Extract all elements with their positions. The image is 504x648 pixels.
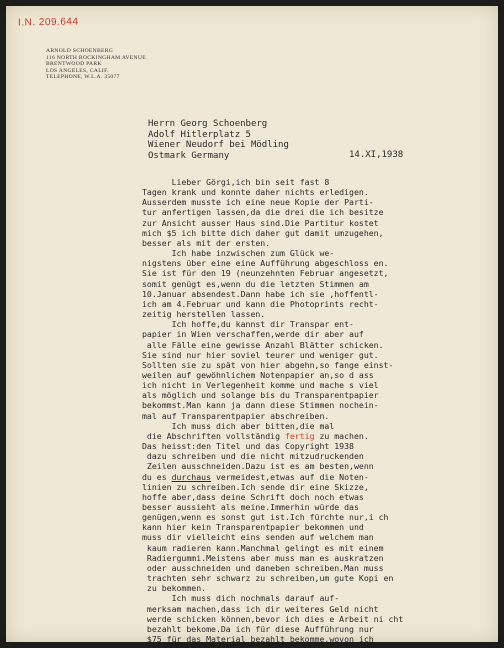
body-line: zu bekommen. bbox=[142, 583, 207, 594]
body-line: Ausserdem musste ich eine neue Kopie der Parti- bbox=[142, 197, 374, 208]
body-line: du es durchaus vermeidest,etwas auf die Noten- bbox=[142, 471, 369, 482]
body-line: mich $5 ich bitte dich daher gut damit umzugehen, bbox=[142, 227, 384, 238]
body-line: Sollten sie zu spät von hier abgehn,so fange einst- bbox=[142, 359, 394, 370]
body-line: mal auf Transparentpapier abschreiben. bbox=[142, 410, 330, 421]
body-line: nigstens über eine eine Aufführung abgeschloss en. bbox=[142, 258, 389, 269]
body-line: $75 für das Material bezahlt bekomme,wovon ich bbox=[142, 634, 374, 645]
corrected-word: fertig bbox=[284, 430, 315, 441]
body-line: genügen,wenn es sonst gut ist.Ich fürchte nur,i ch bbox=[142, 512, 389, 523]
body-line: Sie sind nur hier soviel teurer und weniger gut. bbox=[142, 349, 379, 360]
body-line: zeitig herstellen lassen. bbox=[142, 309, 266, 320]
body-line: Ich muss dich aber bitten,die mal bbox=[142, 420, 335, 431]
recipient-line: Ostmark Germany bbox=[148, 150, 230, 161]
body-line: Ich hoffe,du kannst dir Transpar ent- bbox=[142, 319, 354, 330]
letter-page bbox=[6, 6, 498, 645]
body-line: somit genügt es,wenn du die letzten Stimmen am bbox=[142, 278, 369, 289]
letter-date: 14.XI,1938 bbox=[349, 150, 404, 160]
body-line: trachten sehr schwarz zu schreiben,um gute Kopi en bbox=[142, 573, 394, 584]
body-line: tur anfertigen lassen,da die drei die ich besitze bbox=[142, 207, 384, 218]
body-line: Ich habe inzwischen zum Glück we- bbox=[142, 248, 335, 259]
body-line: Sie ist für den 19 (neunzehnten Februar angesetzt, bbox=[142, 268, 389, 279]
body-line: weilen auf gewöhnlichem Notenpapier an,so d ass bbox=[142, 369, 374, 380]
body-line: kaum radieren kann.Manchmal gelingt es mit einem bbox=[142, 542, 384, 553]
recipient-address bbox=[148, 119, 289, 161]
body-line: alle Fälle eine gewisse Anzahl Blätter schicken. bbox=[142, 339, 384, 350]
recipient-line: Wiener Neudorf bei Mödling bbox=[148, 140, 289, 151]
letterhead-line: 116 NORTH ROCKINGHAM AVENUE bbox=[46, 54, 146, 61]
body-line: hoffe aber,dass deine Schrift doch noch etwas bbox=[142, 491, 364, 502]
recipient-line: Herrn Georg Schoenberg bbox=[148, 119, 268, 129]
body-line: bezahlt bekome.Da ich für diese Aufführung nur bbox=[142, 623, 374, 634]
body-line: linien zu schreiben.Ich sende dir eine Skizze, bbox=[142, 481, 369, 492]
underlined-word: durchaus bbox=[171, 471, 212, 482]
letterhead-line: TELEPHONE, W.L.A. 35077 bbox=[46, 74, 120, 81]
body-line: Tagen krank und konnte daher nichts erledigen. bbox=[142, 187, 369, 198]
body-line: werde schicken können,bevor ich dies e Arbeit ni cht bbox=[142, 613, 404, 624]
body-line: zur Ansicht ausser Haus sind.Die Partitur kostet bbox=[142, 217, 379, 228]
body-line: die Abschriften vollständig fertig zu machen. bbox=[142, 430, 369, 441]
body-line: muss dir vielleicht eins senden auf welchem man bbox=[142, 532, 374, 543]
body-line: Ich muss dich nochmals darauf auf- bbox=[142, 593, 340, 604]
body-line: merksam machen,dass ich dir weiteres Geld nicht bbox=[142, 603, 379, 614]
body-line: Radiergummi.Meistens aber muss man es auskratzen bbox=[142, 552, 384, 563]
body-line: bekommst.Man kann ja dann diese Stimmen nochein- bbox=[142, 400, 379, 411]
body-line: 10.Januar absendest.Dann habe ich sie ,hoffentl- bbox=[142, 288, 379, 299]
body-line: als möglich und solange bis du Transparentpapier bbox=[142, 390, 379, 401]
body-line: ich am 4.Februar und kann die Photoprints recht- bbox=[142, 298, 379, 309]
body-line: kann hier kein Transparentpapier bekommen und bbox=[142, 522, 364, 533]
body-line: papier in Wien verschaffen,werde dir aber auf bbox=[142, 329, 364, 340]
letter-body bbox=[142, 177, 492, 644]
body-line: dazu schreiben und die nicht mitzudruckenden bbox=[142, 451, 364, 462]
body-line: besser als mit der ersten. bbox=[142, 237, 271, 248]
recipient-line: Adolf Hitlerplatz 5 bbox=[148, 129, 251, 140]
body-line: Lieber Görgi,ich bin seit fast 8 bbox=[142, 177, 330, 187]
letterhead-line: BRENTWOOD PARK bbox=[46, 61, 102, 68]
letterhead-line: LOS ANGELES, CALIF. bbox=[46, 67, 109, 74]
letterhead bbox=[46, 48, 146, 81]
archive-mark: I.N. 209.644 bbox=[17, 16, 79, 29]
body-line: besser aussieht als meine.Immerhin würde das bbox=[142, 502, 359, 512]
body-line: ich nicht in Verlegenheit komme und mache s viel bbox=[142, 380, 379, 391]
body-line: oder ausschneiden und daneben schreiben.Man muss bbox=[142, 562, 384, 573]
body-line: Zeilen ausschneiden.Dazu ist es am besten,wenn bbox=[142, 461, 374, 472]
body-line: Das heisst:den Titel und das Copyright 1938 bbox=[142, 441, 354, 452]
letterhead-line: ARNOLD SCHOENBERG bbox=[46, 48, 114, 54]
